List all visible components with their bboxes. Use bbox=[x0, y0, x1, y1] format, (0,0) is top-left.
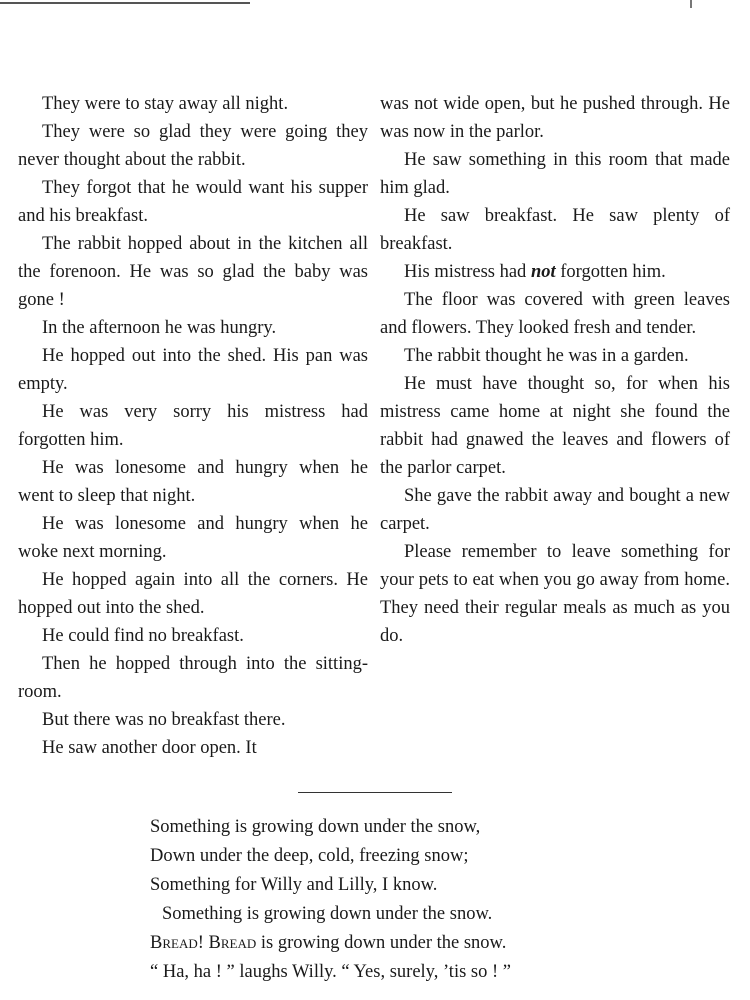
paragraph-text: His mistress had bbox=[404, 262, 531, 282]
paragraph: He saw something in this room that made him glad. bbox=[380, 150, 730, 198]
top-rule bbox=[0, 2, 250, 4]
paragraph: was not wide open, but he pushed through. He was now in the parlor. bbox=[380, 94, 730, 142]
left-column bbox=[18, 90, 368, 762]
paragraph: He could find no breakfast. bbox=[42, 626, 244, 646]
paragraph-text: forgotten him. bbox=[555, 262, 666, 282]
poem-line: Something is growing down under the snow, bbox=[150, 817, 481, 837]
paragraph: He must have thought so, for when his mistress came home at night she found the rabbit had gnawed the leaves and flowers of the parlor carpet. bbox=[380, 374, 730, 478]
paragraph: She gave the rabbit away and bought a new carpet. bbox=[380, 486, 730, 534]
poem-line: Something for Willy and Lilly, I know. bbox=[150, 875, 438, 895]
paragraph: But there was no breakfast there. bbox=[42, 710, 286, 730]
paragraph: They were so glad they were going they never thought about the rabbit. bbox=[18, 122, 368, 170]
paragraph: He was very sorry his mistress had forgotten him. bbox=[18, 402, 368, 450]
paragraph: Please remember to leave something for your pets to eat when you go away from home. They need their regular meals as much as you do. bbox=[380, 542, 730, 646]
paragraph: The rabbit thought he was in a garden. bbox=[404, 346, 689, 366]
paragraph: He saw another door open. It bbox=[42, 738, 257, 758]
poem-line bbox=[150, 929, 730, 958]
right-column bbox=[380, 90, 730, 762]
paragraph: The floor was covered with green leaves and flowers. They looked fresh and tender. bbox=[380, 290, 730, 338]
paragraph: They forgot that he would want his supper and his breakfast. bbox=[18, 178, 368, 226]
paragraph: He was lonesome and hungry when he woke next morning. bbox=[18, 514, 368, 562]
emphasis: not bbox=[530, 262, 556, 282]
paragraph bbox=[380, 258, 730, 286]
poem-line: Down under the deep, cold, freezing snow; bbox=[150, 846, 469, 866]
poem bbox=[150, 813, 730, 987]
paragraph: He hopped out into the shed. His pan was empty. bbox=[18, 346, 368, 394]
small-caps-word: Bread bbox=[208, 933, 257, 953]
section-divider bbox=[298, 792, 452, 793]
story-text bbox=[18, 90, 730, 762]
small-caps-word: Bread bbox=[150, 933, 198, 953]
corner-mark bbox=[690, 0, 692, 8]
paragraph: He was lonesome and hungry when he went to sleep that night. bbox=[18, 458, 368, 506]
poem-line: “ Ha, ha ! ” laughs Willy. “ Yes, surely, ’tis so ! ” bbox=[150, 962, 511, 982]
paragraph: They were to stay away all night. bbox=[42, 94, 289, 114]
paragraph: In the afternoon he was hungry. bbox=[42, 318, 277, 338]
paragraph: Then he hopped through into the sitting-room. bbox=[18, 654, 368, 702]
poem-text: ! bbox=[197, 933, 209, 953]
paragraph: He saw breakfast. He saw plenty of breakfast. bbox=[380, 206, 730, 254]
poem-line: Something is growing down under the snow. bbox=[162, 904, 493, 924]
paragraph: The rabbit hopped about in the kitchen all the forenoon. He was so glad the baby was gone ! bbox=[18, 234, 368, 310]
poem-text: is growing down under the snow. bbox=[256, 933, 507, 953]
paragraph: He hopped again into all the corners. He hopped out into the shed. bbox=[18, 570, 368, 618]
